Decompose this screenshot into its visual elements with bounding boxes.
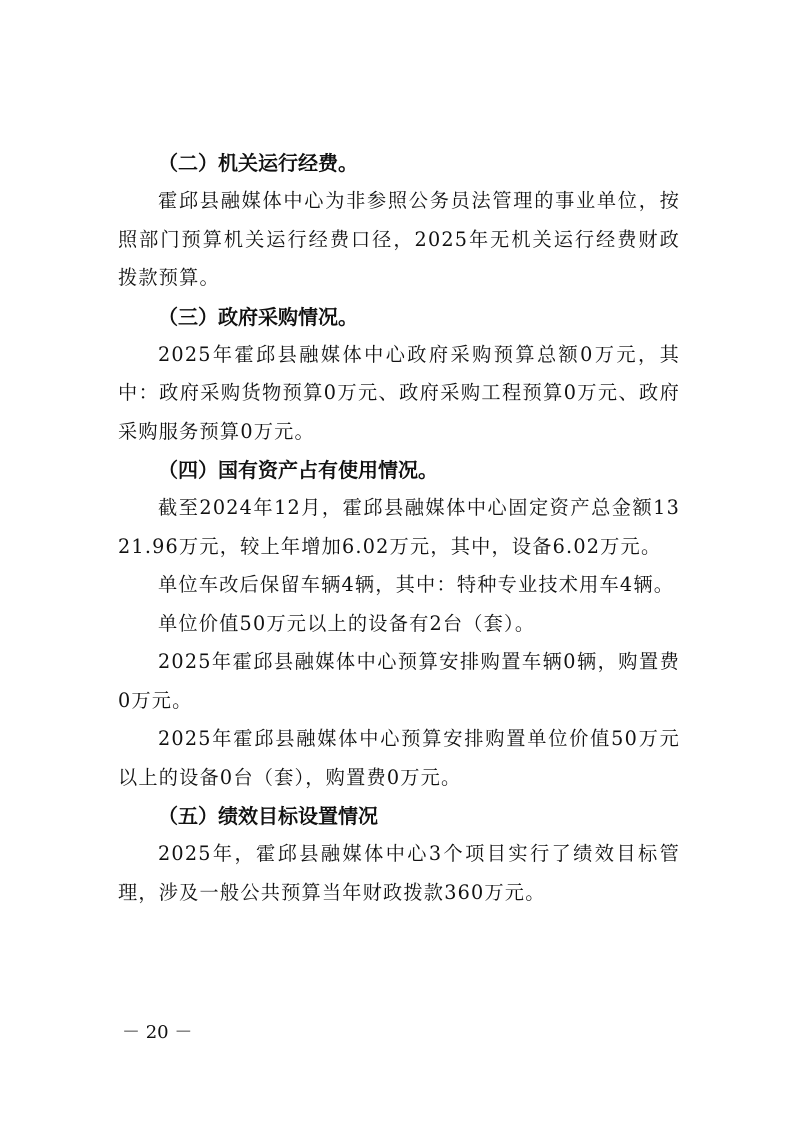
section-2 (118, 144, 680, 298)
paragraph: 2025年霍邱县融媒体中心预算安排购置单位价值50万元以上的设备0台（套），购置费0万元。 (118, 727, 680, 789)
section-heading: （二）机关运行经费。 (158, 151, 358, 175)
section-3 (118, 298, 680, 452)
paragraph: 单位车改后保留车辆4辆，其中：特种专业技术用车4辆。 (158, 573, 675, 596)
section-5 (118, 797, 680, 912)
paragraph: 霍邱县融媒体中心为非参照公务员法管理的事业单位，按照部门预算机关运行经费口径，2025年无机关运行经费财政拨款预算。 (118, 189, 680, 289)
page-number: － 20 － (122, 1022, 193, 1043)
paragraph: 截至2024年12月，霍邱县融媒体中心固定资产总金额1321.96万元，较上年增加6.02万元，其中，设备6.02万元。 (118, 496, 680, 558)
paragraph: 2025年，霍邱县融媒体中心3个项目实行了绩效目标管理，涉及一般公共预算当年财政拨款360万元。 (118, 842, 680, 904)
paragraph: 单位价值50万元以上的设备有2台（套）。 (158, 611, 536, 635)
paragraph: 2025年霍邱县融媒体中心政府采购预算总额0万元，其中：政府采购货物预算0万元、政府采购工程预算0万元、政府采购服务预算0万元。 (118, 342, 680, 443)
paragraph: 2025年霍邱县融媒体中心预算安排购置车辆0辆，购置费0万元。 (118, 650, 680, 712)
section-4 (118, 451, 680, 797)
section-heading: （四）国有资产占有使用情况。 (158, 458, 438, 482)
section-heading: （三）政府采购情况。 (158, 304, 358, 329)
document-body (118, 144, 680, 912)
section-heading: （五）绩效目标设置情况 (158, 804, 378, 828)
